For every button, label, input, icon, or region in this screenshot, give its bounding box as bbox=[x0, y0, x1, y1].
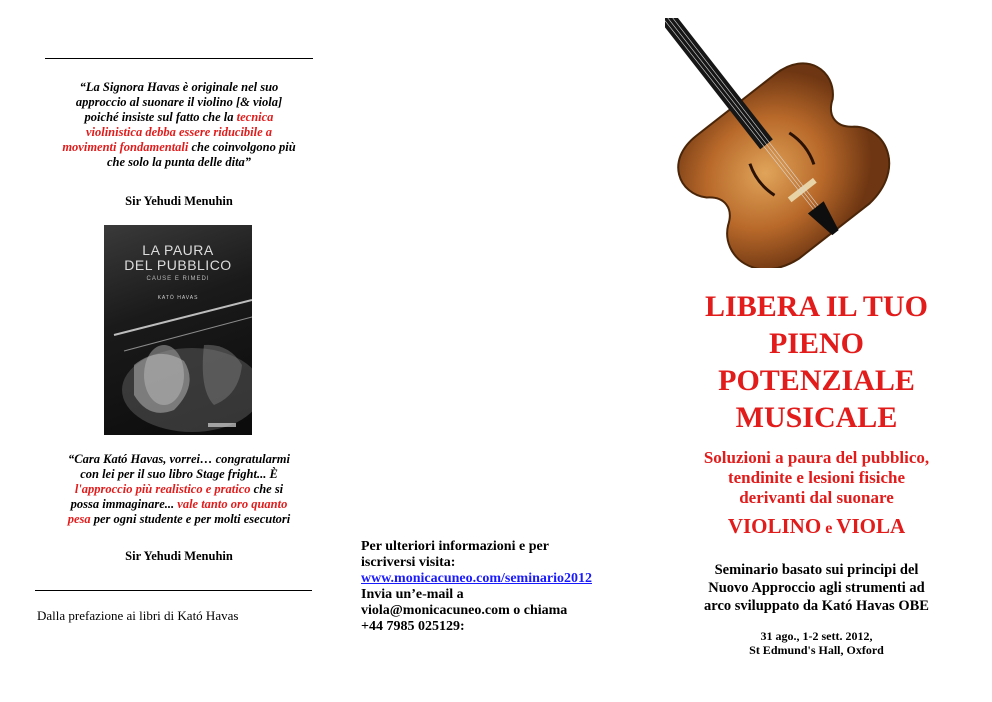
book-cover-image bbox=[104, 225, 252, 435]
instruments-heading: VIOLINO e VIOLA bbox=[727, 514, 906, 538]
subheadline: Soluzioni a paura del pubblico, tendinite e lesioni fisiche derivanti dal suonare bbox=[703, 448, 930, 507]
event-dates-location: 31 ago., 1-2 sett. 2012, St Edmund's Hall, Oxford bbox=[749, 629, 884, 657]
book-cover-title-line2: DEL PUBBLICO bbox=[124, 257, 232, 273]
book-cover-subtitle: CAUSE E RIMEDI bbox=[146, 276, 210, 282]
violinist-photo-illustration bbox=[104, 225, 252, 435]
book-cover-title-line1: LA PAURA bbox=[142, 242, 214, 258]
seminar-description: Seminario basato sui principi del Nuovo Approccio agli strumenti ad arco sviluppato da Kató Havas OBE bbox=[704, 562, 929, 614]
seminar-link[interactable]: www.monicacuneo.com/seminario2012 bbox=[361, 571, 592, 586]
main-headline: LIBERA IL TUO PIENO POTENZIALE MUSICALE bbox=[705, 290, 928, 434]
menuhin-quote-1: “La Signora Havas è originale nel suo approccio al suonare il violino [& viola] poiché insiste sul fatto che la tecnica violinistica debba essere riducibile a movimenti fondamentali che coinvolgono più che solo la punta delle dita” bbox=[62, 80, 296, 169]
book-cover-author: KATÓ HAVAS bbox=[157, 295, 199, 301]
top-divider bbox=[45, 58, 313, 59]
bottom-divider bbox=[35, 590, 312, 591]
contact-info: Per ulteriori informazioni e per iscriversi visita: www.monicacuneo.com/seminario2012 Invia un’e-mail a viola@monicacuneo.com o chiama +44 7985 025129: bbox=[361, 539, 592, 634]
preface-note: Dalla prefazione ai libri di Kató Havas bbox=[37, 608, 239, 623]
quote-2-author: Sir Yehudi Menuhin bbox=[125, 549, 233, 563]
menuhin-quote-2: “Cara Kató Havas, vorrei… congratularmi con lei per il suo libro Stage fright... È l'approccio più realistico e pratico che si possa immaginare... vale tanto oro quanto pesa per ogni studente e per molti esecutori bbox=[67, 452, 291, 526]
violin-image bbox=[665, 18, 985, 268]
quote-1-author: Sir Yehudi Menuhin bbox=[125, 194, 233, 208]
